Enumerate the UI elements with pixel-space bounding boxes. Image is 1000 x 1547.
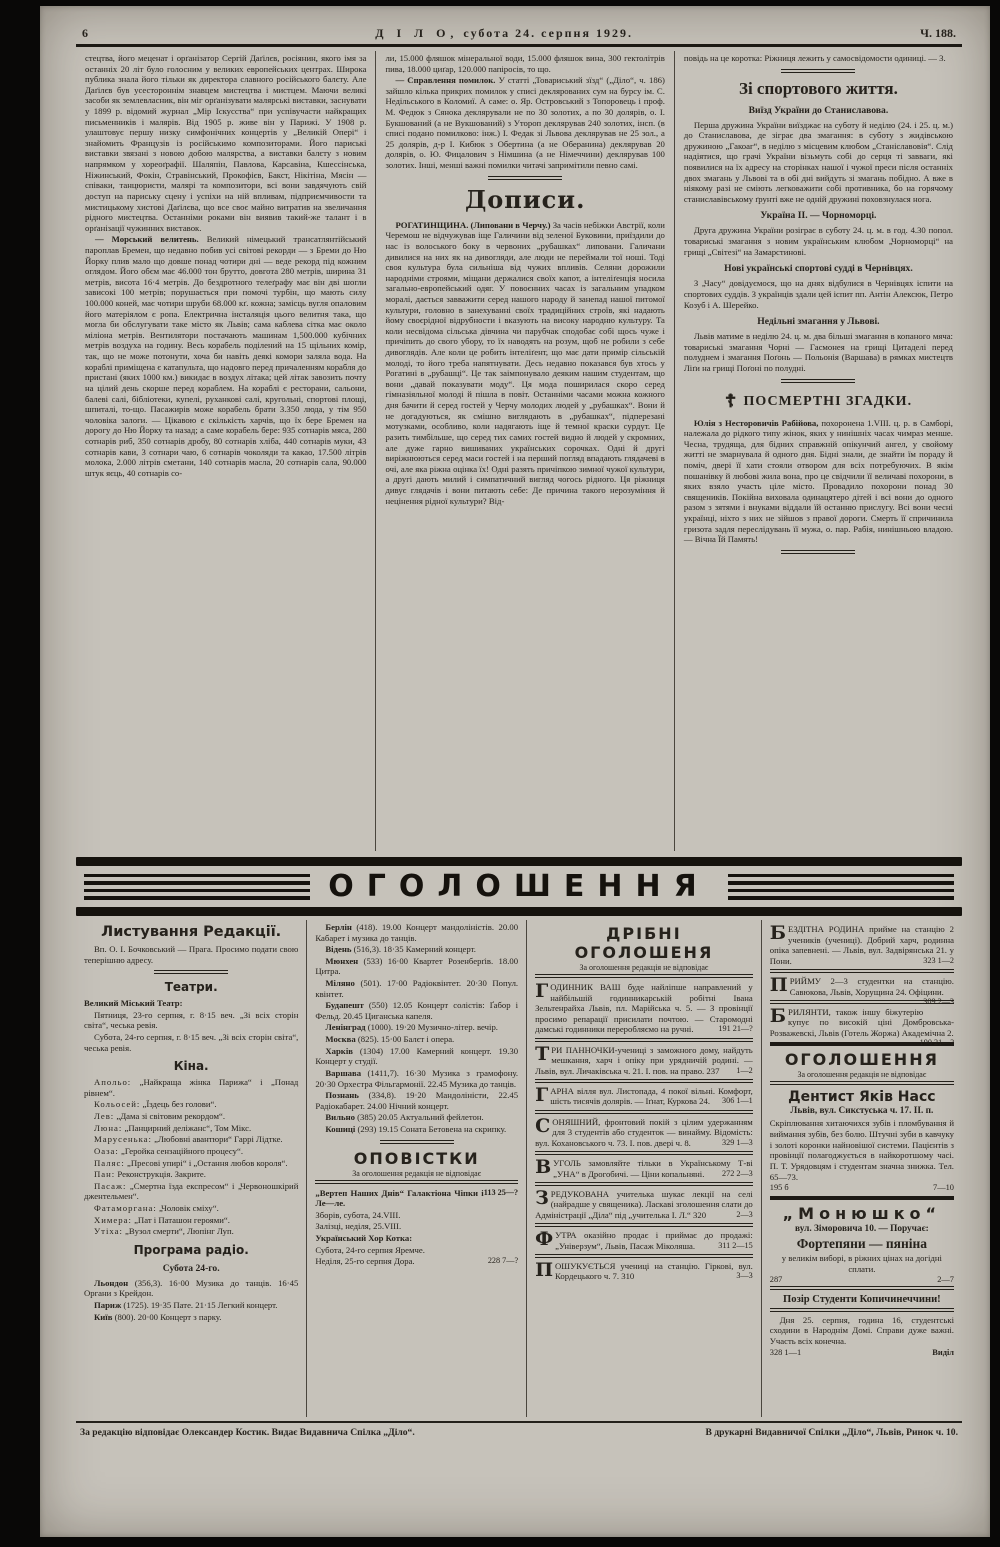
radio-listing bbox=[315, 922, 518, 943]
cinema-name: Оаза: bbox=[94, 1145, 119, 1156]
classified-ad-body bbox=[535, 1114, 753, 1149]
radio-program: (334,8). 19·20 Мандоліністи, 22.45 Радіокабарет. 24.00 Нічний концерт. bbox=[315, 1090, 519, 1111]
announcements-note: За оголошення редакція не відповідає bbox=[797, 1070, 927, 1080]
notice-title bbox=[315, 1188, 518, 1209]
classified-ad bbox=[535, 1227, 753, 1251]
bottom-column-2 bbox=[306, 920, 526, 1417]
radio-city: Москва bbox=[325, 1034, 356, 1045]
sport-paragraph-3: З „Часу“ довідуємося, що на днях відбулися в Чернівцях іспити на спортових суддів. З українців здали цей іспит пп. Антін Алексюк, Петро Козуб і А. Шерейко. bbox=[683, 278, 953, 310]
article-diaghilev: стецтва, його меценат і орґанізатор Сергій Даґілєв, росіянин, якого імя за останніх 20 літ було голосним у великих европейських центрах. Широка публика знала його тільки як директора славного російського балєту. Але Даґілєв був усестороннім знавцем мистецтва і мистцем. Маючи великі засоби як землевласник, він міг орґанізувати малярські виставки, заснувати у 1899 р. відомий журнал „Мір Іскусства“ при успівучасти найкращих письменників і малярів. Від 1905 р. живе він у Парижі. У 1908 р. улаштовує першу низку симфонічних концертів у „Великій Опері“ і знайомить Французів із російськимо композиторами. Його париські виставки звязані з новою добою малярства, а виставки балєту з новим напрямком у хореоґрафії. Шаляпін, Павлова, Карсавіна, Кшессінська, Ніжинський, Фокін, Стравінський, Прокофієв, Бакст, Нікітіна, Мясін — співаки, танцюристи, малярі та композитори, всі вони завдячують свій доступ на париську сцену і успіхи на ній впливам, підприємчивости та мистицькому хистові Даґілєва, що все своє майно витратив на звеличання рідного мистецтва. Останніми роками він виявив такий-же талант і в орґанізації чужинних виставок. bbox=[85, 53, 367, 233]
dentist-ad bbox=[770, 1089, 954, 1192]
ad-dropcap: В bbox=[535, 1155, 552, 1178]
ad-dropcap: Г bbox=[535, 980, 549, 1002]
cinema-film: „Смертна їзда експресом“ і „Червоношкірий джентельмен“. bbox=[84, 1180, 299, 1202]
subhead-nedilni: Недільні змагання у Львові. bbox=[757, 316, 880, 328]
radio-listing bbox=[315, 1046, 518, 1067]
classified-ad-body bbox=[769, 1004, 954, 1048]
obituary-lead: Юлія з Несторовичів Рабійова, bbox=[693, 417, 819, 428]
classified-ad bbox=[769, 973, 954, 1007]
ad-ref: 191 21—? bbox=[718, 1024, 753, 1034]
subhead-suddi: Нові українські спортові судді в Чернівцях. bbox=[724, 263, 913, 275]
dentist-name: Дентист Яків Насс bbox=[788, 1089, 936, 1106]
cinema-film: Реконструкція. Закрите. bbox=[115, 1169, 206, 1180]
opovistky-note: За оголошення редакція не відповідає bbox=[352, 1168, 482, 1178]
ad-divider bbox=[535, 1223, 753, 1227]
ad-dropcap: П bbox=[769, 973, 788, 996]
heading-classifieds: ДРІБНІ ОГОЛОШЕНЯ bbox=[574, 924, 714, 962]
radio-city: Мюнхен bbox=[325, 955, 359, 966]
ad-dropcap: Т bbox=[535, 1042, 550, 1065]
radio-city: Берлін bbox=[325, 922, 352, 932]
classified-ad bbox=[535, 1114, 753, 1149]
ad-ref: 306 1—1 bbox=[722, 1096, 753, 1106]
cinema-name: Кольосей: bbox=[94, 1099, 141, 1110]
radio-city: Льондон bbox=[94, 1277, 129, 1288]
moniushko-product: Фортепяни — пяніна bbox=[796, 1236, 928, 1252]
radio-city: Познань bbox=[325, 1090, 359, 1101]
ad-dropcap: Ф bbox=[535, 1227, 554, 1250]
moniushko-ad bbox=[770, 1204, 954, 1284]
cinema-name: Люна: bbox=[94, 1122, 123, 1133]
cinema-name: Марусенька: bbox=[94, 1134, 152, 1145]
theatre-line: Великий Міський Театр: bbox=[84, 998, 183, 1009]
classified-ad bbox=[535, 1186, 753, 1221]
ad-divider bbox=[535, 1182, 753, 1186]
banner-middle bbox=[76, 866, 962, 907]
radio-day: Субота 24-го. bbox=[162, 1262, 220, 1274]
cinema-listing bbox=[84, 1077, 298, 1098]
issue-number: Ч. 188. bbox=[920, 26, 956, 40]
ad-text: РИЛЯНТИ, також іншу біжутерію купує по високій ціні Домбровська-Розважевскі, Львів (Готель Жоржа) Академічна 2. bbox=[769, 1006, 954, 1038]
double-rule bbox=[770, 1286, 954, 1290]
ad-ref: 272 2—3 bbox=[722, 1168, 753, 1178]
classified-ad-body bbox=[535, 1227, 753, 1251]
radio-program: (533) 16·00 Квартет Розенберґів. 18.00 Цитра. bbox=[315, 955, 519, 977]
masthead bbox=[76, 20, 962, 47]
theatre-line: Пятниця, 23-го серпня, г. 8·15 веч. „Зі всіх сторін світа“, чеська ревія. bbox=[84, 1009, 299, 1031]
cinema-film: „Вузол смерти“, Люпінг Луп. bbox=[122, 1226, 234, 1237]
top-section bbox=[76, 51, 962, 851]
radio-listing bbox=[315, 1000, 518, 1021]
classified-ad-body bbox=[769, 973, 954, 1007]
ad-dropcap: Г bbox=[535, 1083, 549, 1106]
ad-dropcap: Б bbox=[769, 1004, 786, 1027]
divider bbox=[154, 970, 228, 974]
bottom-column-1 bbox=[76, 920, 306, 1417]
moniushko-text: у великім виборі, в ріжних цінах на догідні сплати. bbox=[781, 1253, 942, 1274]
cinema-listing bbox=[84, 1181, 298, 1202]
section-heading-dopysy: Дописи. bbox=[464, 184, 586, 214]
ad-text: РЕДУКОВАНА учителька шукає лекції на селі (найрадше у священика). Ласкаві зголошення слати до Адміністрації „Діла“ під „учителька І. Л.“ 320 bbox=[535, 1188, 753, 1220]
double-rule bbox=[770, 1081, 954, 1085]
page-number: 6 bbox=[82, 26, 88, 40]
ad-text: ЕЗДІТНА РОДИНА прийме на станцію 2 учеників (учениці). Добрий харч, родинна опіка запевнені. — Львів, вул. Задвірянська 21. у Пони. bbox=[769, 924, 954, 966]
banner-lines-left bbox=[84, 874, 310, 900]
classified-ad bbox=[769, 1004, 954, 1048]
classified-ad-body bbox=[535, 1042, 753, 1077]
imprint-right: В друкарні Видавничої Спілки „Діло“, Львів, Ринок ч. 10. bbox=[705, 1427, 958, 1438]
radio-program: (825). 15·00 Балєт і опера. bbox=[355, 1034, 455, 1045]
article-sea-giant-text: Великий німецький трансатлянтійський пароплав Бремен, що недавно побив усі світові рекорди — з Бреми до Ню Йорку плив мало що довше понад чотири дні — веде рекорд під кожним оглядом. Його обєм має 46.000 тон брутто, довгота 280 метрів, ширина 31 метрів, висота 16·4 метрів. До бездротного телеґрафу має він дві шогли зависокі 100 метрів; порушається при помочі турбін, що мають силу 100.000 коней, має чотири шруби 68.000 кґ. кожна; замісць вугля опаловим його матеріялом є ропа. Електрична інсталяція цього велитня така, що могла би обслугувати таке місто як Львів; сама каблева сітка має около міліона метрів. Вентилятори постачають машинам 1,500.000 кубічних метрів воздуха на годину. Весь корабель поділений на 15 щільних комір, так, що не може потонути, хоча би навіть деякі комори заляла вода. На кораблі приміщена є катапульта, що надовго перед причаленням корабля до пристані (яких 1000 км.) викидає в воздух літака; цей літак завозить почту на цілий день скорше перед кораблем. На кораблі є ресторани, сальони, балеві салі, бібліотеки, купелі, руханкові салі, кругольні, спортові площі, шпиталі, то-що. Пасажирів може корабель брати 3.350 люда, у тім 950 чоловіка залоги. — Цікавою є скількість харчів, що їх бере Бремен на дорогу до Ню Йорку та назад; а саме корабель бере: 935 сотнарів мяса, 280 сотнарів риб, 350 сотнарів дробу, 80 сотнарів хліба, 440 сотнарів муки, 43 сотнарів кави, 3 сотнари чаю, 6 сотнарів чоколяди та какао, 17.500 літрів молока, 2.000 літрів сметани, 140 сотнарів масла, 20 сотнарів сала, 90.000 штук яєць, 40 сотнарів со- bbox=[85, 234, 367, 478]
cinema-listing bbox=[84, 1123, 298, 1134]
ad-ref: 329 1—3 bbox=[722, 1137, 753, 1147]
classified-ad bbox=[535, 1258, 753, 1282]
ad-text: УГОЛЬ замовляйте тільки в Українському Т-ві „УНА“ в Дрогобичі. — Ціни копальняні. bbox=[553, 1157, 753, 1179]
newspaper-page bbox=[40, 6, 990, 1537]
cinema-listing bbox=[84, 1099, 298, 1110]
cinema-name: Пан: bbox=[94, 1169, 116, 1180]
banner-bar-top bbox=[76, 857, 962, 866]
radio-city: Будапешт bbox=[325, 1000, 364, 1011]
ad-dropcap: П bbox=[535, 1258, 554, 1281]
radio-program: (1304) 17.00 Камерний концерт. 19.30 Концерт у студії. bbox=[315, 1045, 519, 1067]
students-notice bbox=[770, 1294, 954, 1356]
radio-program: (1000). 19·20 Музично-літер. вечір. bbox=[365, 1022, 498, 1033]
divider bbox=[781, 550, 855, 554]
signature: Виділ bbox=[932, 1347, 954, 1357]
obituary-paragraph bbox=[684, 418, 953, 545]
classified-ad-body bbox=[770, 924, 954, 966]
divider bbox=[488, 176, 562, 180]
cinema-listing bbox=[84, 1146, 298, 1157]
cinema-listing bbox=[84, 1158, 298, 1169]
radio-city: Харків bbox=[325, 1045, 353, 1056]
obituary-heading-text: ПОСМЕРТНІ ЗГАДКИ. bbox=[743, 393, 913, 409]
sport-paragraph-4: Львів матиме в неділю 24. ц. м. два більші змагання в копаного мяча: товариські змагання Чорні — Гасмонея на грищі Цитаделі перед полуднем і змагання Поґонь — Польонія (Варшава) в рямках мистецтв Ліґи на грищі Поґоні по полудні. bbox=[683, 331, 953, 373]
section-heading-obituary bbox=[684, 391, 953, 412]
bottom-section bbox=[76, 920, 962, 1417]
ad-ref: 323 1—2 bbox=[923, 955, 954, 965]
radio-listing bbox=[315, 978, 518, 999]
ad-ref: 328 1—1 bbox=[769, 1347, 802, 1357]
cinema-listing bbox=[84, 1215, 298, 1226]
cinema-name: Утіха: bbox=[94, 1226, 123, 1237]
ad-divider bbox=[535, 1151, 753, 1155]
notice-title: Український Хор Котка: bbox=[315, 1233, 413, 1244]
cinema-name: Паляс: bbox=[94, 1157, 125, 1168]
ad-text: ОНЯШНИЙ, фронтовий покій з цілим удержанням для 3 студентів або студенток — винайму. Відомість: вул. Кохановського ч. 73. І. пов. двері ч. 8. bbox=[535, 1116, 753, 1148]
classified-ad bbox=[535, 1155, 753, 1179]
ad-divider bbox=[535, 1079, 753, 1083]
cinema-film: „Пресові упирі“ і „Остання любов короля“. bbox=[124, 1157, 288, 1168]
divider bbox=[781, 69, 855, 73]
students-notice-refs bbox=[770, 1348, 954, 1357]
notice-line bbox=[315, 1256, 518, 1267]
heading-cinemas: Кіна. bbox=[173, 1059, 209, 1074]
classified-ad-body bbox=[535, 1155, 753, 1179]
article-sea-giant-lead: — Морський велитень. bbox=[95, 234, 199, 245]
ad-divider bbox=[535, 1038, 753, 1042]
ad-text: ОШУКУЄТЬСЯ учениці на станцію. Гіркові, вул. Кордецького ч. 7. 310 bbox=[555, 1260, 753, 1282]
ad-dropcap: З bbox=[535, 1186, 549, 1209]
column-3 bbox=[675, 51, 962, 851]
thick-rule bbox=[770, 1196, 954, 1200]
article-corrections-lead: — Справлення помилок. bbox=[395, 75, 496, 86]
radio-city: Париж bbox=[94, 1300, 122, 1311]
orthodox-cross-icon: ☦ bbox=[724, 390, 738, 411]
article-bottles: ли, 15.000 фляшок мінеральної води, 15.000 фляшок вина, 300 гектолітрів пива, 18.000 циґар, 120.000 папіросів, то що. bbox=[385, 53, 665, 74]
ad-divider bbox=[770, 969, 954, 973]
subhead-vyizd: Виїзд України до Станиславова. bbox=[748, 104, 889, 116]
cinema-name: Апольо: bbox=[94, 1077, 132, 1088]
cinema-film: „Геройка сензаційного процесу“. bbox=[118, 1145, 244, 1156]
moniushko-address: вул. Зіморовича 10. — Поручає: bbox=[795, 1224, 929, 1235]
moniushko-name: „Монюшко“ bbox=[782, 1204, 942, 1224]
divider bbox=[781, 379, 855, 383]
radio-city: Варшава bbox=[325, 1067, 362, 1078]
cinema-listing bbox=[84, 1203, 298, 1214]
sport-paragraph-1: Перша дружина України виїзджає на суботу й неділю (24. і 25. ц. м.) до Станиславова, де зіграє два змагання: в суботу з жидівською дружиною „Гакоаг“, в неділю з місцевим клюбом „Станіславовія“. Слід надіятися, що грачі України візьмуть собі до серця ті завваги, які появилися на їх адресу на сторінках нашої і чужої преси після останніх двох змагань у Львові та в обі дні вийдуть зі змагань побідно. А вже в ніякому разі не сміють легковажити собі противника, бо на горячому станиславівському ґрунті вже не одній дружині поховзнулася нога. bbox=[683, 119, 953, 204]
notice-ref: 113 25—? bbox=[483, 1187, 519, 1197]
ad-ref: 2—7 bbox=[937, 1275, 954, 1285]
classifieds-note: За оголошення редакція не відповідає bbox=[579, 963, 709, 972]
imprint bbox=[76, 1421, 962, 1438]
sport-paragraph-2: Друга дружина України розіграє в суботу 24. ц. м. в год. 4.30 попол. товариські змагання з новим українським клюбом „Чорноморці“ на грищі „Світезі“ на Замарстинові. bbox=[683, 225, 953, 257]
classified-ad-body bbox=[535, 1186, 753, 1221]
radio-listing bbox=[315, 1112, 518, 1123]
ad-text: УТРА оказійно продає і приймає до продажі: „Універзум“, Львів, Пасаж Міколяша. bbox=[555, 1229, 753, 1251]
radio-listing bbox=[315, 1124, 518, 1135]
cinema-film: „Їздець без голови“. bbox=[140, 1099, 217, 1110]
cinema-listing bbox=[84, 1134, 298, 1145]
notice-line: Залізці, неділя, 25.VIII. bbox=[315, 1221, 402, 1232]
article-rohatyn-lead: РОГАТИНЩИНА. (Липовани в Черчу.) bbox=[395, 219, 551, 230]
banner-bar-bottom bbox=[76, 907, 962, 916]
subhead-ukraina2: Україна ІІ. — Чорноморці. bbox=[760, 210, 877, 222]
ad-text: РИЙМУ 2—3 студентки на станцію. Савюкова, Львів, Хорущина 24. Офіцини. bbox=[789, 975, 954, 997]
bottom-column-4 bbox=[762, 920, 962, 1417]
bottom-column-3 bbox=[526, 920, 762, 1417]
theatre-line: Субота, 24-го серпня, г. 8·15 веч. „Зі всіх сторін світа“, чеська ревія. bbox=[84, 1032, 299, 1053]
radio-listing bbox=[315, 1034, 518, 1045]
notice-line: Субота, 24-го серпня Яремче. bbox=[315, 1244, 425, 1255]
divider bbox=[380, 1140, 454, 1144]
dentist-refs bbox=[770, 1183, 954, 1192]
article-rohatyn-text: За часів небіжки Австрії, коли Черемош не відчужував іще Галичини від зеленої Буковини, приїздили до нас із волоського боку в червоних „рубашках“ липовани. Галичани дивилися на них як на дивогляди, але люди не переймали тої ноші. Тоді своя культура була сильніша від чужих впливів. Селяни дорожили народніми строями, міщани держалися своїх капот, а інтеліґенція носила загально-европейський одяг. У повоєнних часах із загальним упадком моралі, дається завважити серед нашого народу й занепад нашої питомої культури, головно в занехуванні своїх традиційних строїв, які надають йому своєрідної відрубности і вказують на високу народню культуру. Та коли несвідома сільська дівчина чи парубчак сподобає собі щось чуже і причіпить до свого убору, то їх наводять на розум, щоб не робили з себе дивоглядів. Але коли це робить інтеліґент, що має дати примір сільській молоді, то його треба напятнувати. Десь недавно показався був хтось у Рогатині в „рубашці“. Це так заімпонувало деяким нашим студентам, що вони „давай показувати моду“. Ця мода поширилася скоро серед гімназіяльної молоді й пішла в повіт. Останніми часами можна кожного дня бачити й серед гостей у Черчу молодих людей у „рубашках“. Вони й не догадуються, як смішно виглядають в „рубашках“, підперезані мотузками, особливо, коли надягають іще й темної краски сурдут. Це разить тимбільше, що серед тих самих гостей видно й людей у скромних, але дуже гарно вишиваних українських сорочках. Одні й другі виріжнюються серед маси гостей і на перший погляд впадають глядачеві в очі, але яка ріжна оцінка їх! Одні разять причіпкою зимної чужої культури, а другі дають милий і симпатичний вигляд чогось рідного. Ця ріжниця дивує глядачів і вони питають себе: Де причина такого нерозуміння й нецінення рідної культури? Від- bbox=[385, 219, 665, 506]
radio-listing bbox=[315, 956, 518, 977]
heading-radio: Програма радіо. bbox=[133, 1242, 249, 1257]
cinema-listing bbox=[84, 1226, 298, 1237]
radio-program: (800). 20·00 Концерт з парку. bbox=[112, 1311, 222, 1322]
ad-ref: 309 2—3 bbox=[923, 997, 954, 1007]
radio-city: Ленінград bbox=[325, 1022, 366, 1033]
ad-ref: 311 2—15 bbox=[718, 1240, 753, 1250]
ad-divider bbox=[535, 1254, 753, 1258]
radio-program: (501). 17·00 Радіоквінтет. 20·30 Попул. квінтет. bbox=[315, 978, 519, 999]
masthead-date: субота 24. серпня 1929. bbox=[463, 26, 633, 40]
classified-ad bbox=[535, 1083, 753, 1107]
students-notice-title: Позір Студенти Копичинеччини! bbox=[783, 1294, 941, 1306]
heading-announcements-small: ОГОЛОШЕННЯ bbox=[784, 1050, 939, 1070]
ad-ref: 1—2 bbox=[736, 1065, 753, 1075]
heading-opovistky: ОПОВІСТКИ bbox=[353, 1148, 480, 1168]
classified-ad-body bbox=[535, 982, 753, 1035]
dentist-text: Скріплювання хитаючихся зубів і пломбування й виймання зубів, без болю. Штучні зуби в кавчуку і золоті коронки найновішої системи. Пацієнтів з провінції полагоджується в найкоротшому часі. П. Т. Урядовцям і студентам значна знижка. Тел. 65—73. bbox=[769, 1118, 954, 1182]
ad-text: АРНА вілля вул. Листопада, 4 покої вільні. Комфорт, шість тисячів долярів. — Іґнат, Куркова 24. bbox=[550, 1085, 753, 1107]
radio-listing bbox=[315, 1022, 518, 1033]
radio-listing bbox=[84, 1312, 298, 1323]
imprint-left: За редакцію відповідає Олександер Костик. Видає Видавнича Спілка „Діло“. bbox=[80, 1427, 415, 1438]
notice-ref: 228 7—? bbox=[487, 1256, 519, 1266]
cinema-name: Фатаморгана: bbox=[94, 1202, 157, 1213]
article-sea-giant bbox=[85, 234, 366, 478]
radio-program: (1725). 19·35 Пате. 21·15 Легкий концерт. bbox=[121, 1300, 278, 1311]
notice-title-text: „Вертеп Наших Днів“ Галактіона Чіпки і Ле—ле. bbox=[315, 1187, 484, 1209]
ad-divider bbox=[770, 1308, 954, 1312]
cinema-film: „Любовні авантюри“ Гаррі Лідтке. bbox=[151, 1134, 283, 1145]
double-rule bbox=[535, 974, 753, 978]
ad-ref: 195 б bbox=[769, 1183, 789, 1193]
radio-city: Кошиці bbox=[325, 1123, 356, 1134]
cinema-film: „Панцирний деліжанс“, Том Мікс. bbox=[122, 1122, 252, 1133]
radio-program: (550) 12.05 Концерт солістів: Ґабор і Фельд. 20.45 Циганська капеля. bbox=[315, 1000, 519, 1021]
banner-title: ОГОЛОШЕННЯ bbox=[328, 869, 710, 904]
students-notice-text: Дня 25. серпня, година 16, студентські сходини в Народнім Домі. Справи дуже важні. Участь всіх конечна. bbox=[769, 1314, 954, 1347]
article-answer-end: повідь на це коротка: Ріжниця лежить у самосвідомости одиниці. — 3. bbox=[683, 53, 946, 63]
notice-line: Зборів, субота, 24.VIII. bbox=[315, 1209, 401, 1220]
cinema-film: „Найкраща жінка Парижа“ і „Понад рівнем“. bbox=[84, 1077, 299, 1098]
radio-city: Відень bbox=[325, 944, 352, 955]
banner-lines-right bbox=[728, 874, 954, 900]
article-corrections-text: У статті „Товариський зїзд“ („Діло“, ч. 186) зайшло кілька прикрих помилок у списі деклярованих сум на бурсу ім. С. Недільського в Коломиї. А саме: о. Яр. Островський з Топоровець і проф. М. Федюк з Сянока деклярували не по 30 золотих, а по 30 долярів, о. І. Букшований (а не Вукшований) з Утороп деклярував 240 золотих, інсп. (в списі подано помилково: інж.) І. Федак зі Львова деклярував не 25 зол., а 25 долярів, д-р І. Кибюк з Обертина (а не Оберанина) деклярував 20 долярів, о. Ю. Фицалович з Німшина (а не Німеччини) деклярував 100 золотих. Інші, менші важні помилки читачі запримітили певно самі. bbox=[385, 75, 665, 171]
radio-city: Міляно bbox=[325, 978, 355, 989]
moniushko-refs bbox=[770, 1275, 954, 1284]
paper-name: Д І Л О, bbox=[375, 26, 459, 40]
radio-program: (516,3). 18·35 Камерний концерт. bbox=[351, 944, 476, 955]
ad-text: ОДИННИК ВАШ буде найліпше направлений у найбільшій годинникарській робітні Івана Зельтенрайха Львів, пл. Марійська ч. 5. — З провінції просимо репарації присилати почтою. — Старомодні дамські годинники переробляємо на ручні. bbox=[535, 982, 753, 1035]
ad-ref: 2—3 bbox=[736, 1209, 753, 1219]
section-heading-sport: Зі спортового життя. bbox=[738, 78, 898, 98]
radio-program: (385) 20.05 Актуальний фейлетон. bbox=[354, 1112, 484, 1123]
radio-program: (1411,7). 16·30 Музика з грамофону. 20·30 Орхестра Фільгармонії. 22.45 Музика до танців. bbox=[315, 1067, 519, 1089]
radio-city: Вильно bbox=[325, 1112, 355, 1123]
obituary-text: похоронена 1.VIII. ц. р. в Самборі, належала до рідкого типу жінок, яких у нинішніх часах чимраз менше. Чесна, трудяща, для бідних справжній опікунчий ангел, у свойому житті не змарнувала й одного дня. Бідні знали, де знайти їм пораду й поміч, двері її хати стояли отвором для всіх потребуючих. В якім пошанівку й любові жила вона, про це свідчили її величаві похорони, в яких взяло участь ціле місто. Провадило похорони понад 30 священиків. Покійна виховала одинацятеро дітей і всі вони до одного разом з зятями і внуками віддали їй останню прислугу. Всі вони чесні українці, ніхто з них не зійшов з правої дороги. Смерть її спричинила гризота задля переслідувань її мужа, о. пар. Рабія, нинішньою владою. — Вічна Їй Память! bbox=[683, 417, 953, 545]
column-1 bbox=[76, 51, 375, 851]
radio-listing bbox=[315, 944, 518, 955]
radio-program: (356,3). 16·00 Музика до танців. 16·45 Органи з Крейдон. bbox=[84, 1277, 299, 1299]
cinema-film: „Пат і Паташон героями“. bbox=[131, 1214, 230, 1225]
double-rule bbox=[315, 1180, 518, 1184]
ad-dropcap: С bbox=[535, 1114, 551, 1137]
article-corrections bbox=[385, 75, 664, 170]
letters-text: Вп. О. І. Бочковський — Прага. Просимо подати свою теперішню адресу. bbox=[84, 944, 299, 965]
ad-ref: 287 bbox=[769, 1275, 783, 1285]
notice-line-text: Неділя, 25-го серпня Дора. bbox=[315, 1256, 415, 1267]
ad-divider bbox=[535, 1110, 753, 1114]
classified-ad bbox=[535, 982, 753, 1035]
radio-listing bbox=[84, 1278, 298, 1299]
heading-letters: Листування Редакції. bbox=[101, 924, 282, 940]
radio-listing bbox=[84, 1300, 298, 1311]
ad-dropcap: Б bbox=[769, 922, 786, 944]
radio-listing bbox=[315, 1068, 518, 1089]
cinema-listing bbox=[84, 1169, 298, 1180]
classified-ad bbox=[770, 924, 954, 966]
radio-listing bbox=[315, 1090, 518, 1111]
classified-ad-body bbox=[535, 1258, 753, 1282]
cinema-name: Химера: bbox=[94, 1214, 132, 1225]
cinema-name: Пасаж: bbox=[94, 1180, 127, 1191]
ad-ref: 3—3 bbox=[736, 1271, 753, 1281]
cinema-listing bbox=[84, 1111, 298, 1122]
ad-ref: 190 21—? bbox=[919, 1038, 954, 1048]
ad-ref: 7—10 bbox=[933, 1183, 954, 1193]
masthead-title bbox=[375, 26, 633, 41]
radio-program: (418). 19.00 Концерт мандоліністів. 20.00 Кабарет і музика до танців. bbox=[315, 922, 519, 943]
dentist-address: Львів, вул. Сикстуська ч. 17. ІІ. п. bbox=[790, 1106, 934, 1117]
classified-ad-body bbox=[535, 1083, 753, 1107]
announcements-banner bbox=[76, 857, 962, 916]
classified-ad bbox=[535, 1042, 753, 1077]
ad-text: РИ ПАННОЧКИ-учениці з заможного дому, найдуть мешкання, харч і опіку при урядничій родині. — Львів, вул. Личаківська ч. 21. І. пов. на право. 237 bbox=[535, 1044, 753, 1076]
article-rohatyn bbox=[385, 220, 664, 506]
cinema-film: „Чоловік сміху“. bbox=[156, 1202, 219, 1213]
cinema-film: „Дама зі світовим рекордом“. bbox=[114, 1111, 226, 1122]
column-2 bbox=[375, 51, 674, 851]
radio-program: (293) 19.15 Соната Бетовена на скрипку. bbox=[355, 1123, 507, 1134]
heading-theatres: Театри. bbox=[164, 980, 218, 995]
cinema-name: Лев: bbox=[94, 1111, 115, 1122]
radio-city: Київ bbox=[94, 1311, 113, 1322]
